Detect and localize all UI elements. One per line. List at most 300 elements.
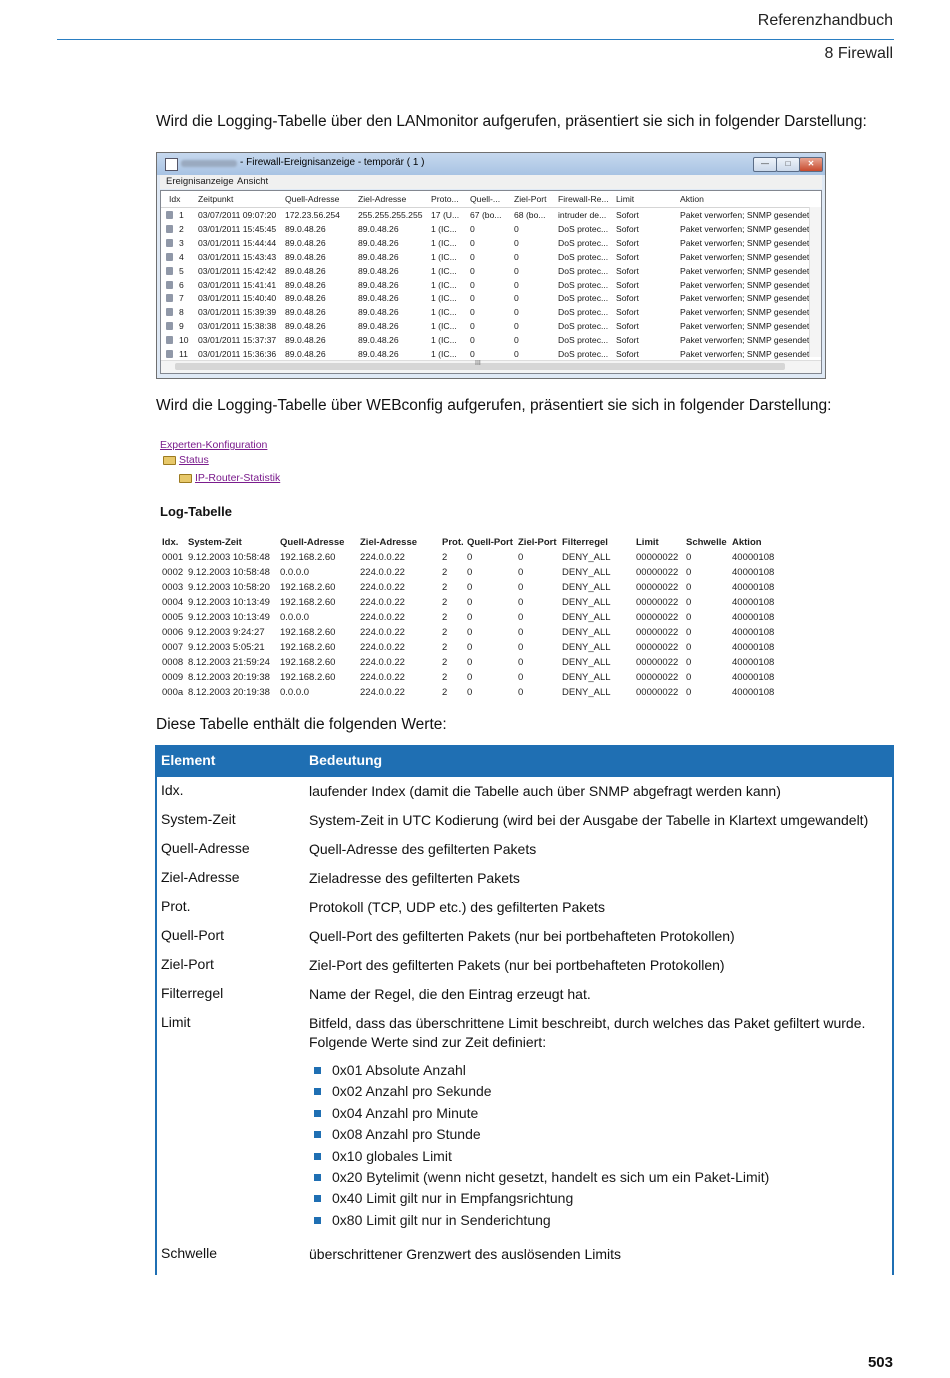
log-cell: 0 [518, 597, 524, 608]
event-row[interactable] [161, 319, 811, 333]
event-row[interactable] [161, 236, 811, 250]
column-header[interactable]: Proto... [431, 194, 459, 204]
log-cell: 00000022 [636, 627, 679, 638]
event-cell: DoS protec... [558, 265, 609, 276]
log-cell: 0002 [162, 567, 184, 578]
event-cell: Paket verworfen; SNMP gesendet [680, 237, 810, 248]
limit-bullet-text: 0x04 Anzahl pro Minute [332, 1104, 479, 1121]
folder-icon [163, 456, 176, 465]
col-element: Element [161, 752, 216, 768]
bullet-square-icon [314, 1088, 321, 1095]
log-cell: 40000108 [732, 657, 775, 668]
log-cell: 0 [686, 582, 692, 593]
column-header[interactable]: Idx [169, 194, 181, 204]
log-cell: 2 [442, 657, 448, 668]
event-cell: DoS protec... [558, 223, 609, 234]
trash-icon [166, 225, 173, 233]
event-cell: Paket verworfen; SNMP gesendet [680, 321, 810, 332]
log-cell: 192.168.2.60 [280, 582, 336, 593]
event-cell: 0 [470, 293, 475, 304]
log-cell: 8.12.2003 21:59:24 [188, 657, 270, 668]
log-cell: 40000108 [732, 582, 775, 593]
log-cell: 40000108 [732, 612, 775, 623]
trash-icon [166, 336, 173, 344]
event-cell: 89.0.48.26 [358, 293, 399, 304]
log-cell: 0009 [162, 672, 184, 683]
event-cell: Sofort [616, 335, 639, 346]
meaning-cell: Zieladresse des gefilterten Pakets [309, 870, 520, 886]
event-cell: 1 (IC... [431, 335, 457, 346]
log-cell: 9.12.2003 10:13:49 [188, 597, 270, 608]
log-cell: 9.12.2003 10:13:49 [188, 612, 270, 623]
event-row[interactable] [161, 347, 811, 361]
event-cell: 0 [514, 265, 519, 276]
event-cell: 89.0.48.26 [285, 279, 326, 290]
event-cell: Sofort [616, 307, 639, 318]
event-cell: 0 [470, 307, 475, 318]
menu-ereignisanzeige[interactable]: Ereignisanzeige [166, 176, 234, 187]
log-cell: 0 [686, 657, 692, 668]
log-cell: 224.0.0.22 [360, 582, 405, 593]
column-header[interactable]: Ziel-Port [514, 194, 547, 204]
horizontal-scroll-thumb[interactable] [175, 360, 785, 370]
bullet-square-icon [314, 1067, 321, 1074]
log-cell: 224.0.0.22 [360, 642, 405, 653]
log-cell: 2 [442, 582, 448, 593]
bullet-square-icon [314, 1110, 321, 1117]
log-cell: 9.12.2003 10:58:48 [188, 552, 270, 563]
log-cell: 00000022 [636, 597, 679, 608]
log-column-header: Ziel-Port [518, 537, 557, 548]
log-cell: 0 [518, 642, 524, 653]
meaning-cell: Protokoll (TCP, UDP etc.) des gefilterten Pakets [309, 899, 605, 915]
log-cell: 40000108 [732, 552, 775, 563]
window-app-icon [165, 158, 178, 171]
log-cell: 224.0.0.22 [360, 597, 405, 608]
vertical-scrollbar[interactable] [809, 207, 821, 357]
column-header[interactable]: Firewall-Re... [558, 194, 609, 204]
event-cell: 0 [470, 265, 475, 276]
log-cell: 224.0.0.22 [360, 687, 405, 698]
nav-ip-router-statistik[interactable]: IP-Router-Statistik [195, 472, 281, 484]
event-cell: Sofort [616, 210, 639, 220]
event-cell: 89.0.48.26 [285, 335, 326, 346]
meaning-cell: Bitfeld, dass das überschrittene Limit beschreibt, durch welches das Paket gefiltert wurde. Folgende Werte sind zur Zeit definiert: [309, 1015, 866, 1050]
limit-bullet-text: 0x08 Anzahl pro Stunde [332, 1126, 481, 1143]
bullet-square-icon [314, 1174, 321, 1181]
event-cell: Paket verworfen; SNMP gesendet [680, 335, 810, 346]
log-cell: 0 [686, 672, 692, 683]
log-cell: 8.12.2003 20:19:38 [188, 672, 270, 683]
event-row[interactable] [161, 250, 811, 264]
log-cell: 40000108 [732, 642, 775, 653]
log-cell: 2 [442, 552, 448, 563]
event-cell: 89.0.48.26 [358, 349, 399, 359]
event-cell: 255.255.255.255 [358, 210, 423, 220]
meaning-cell: System-Zeit in UTC Kodierung (wird bei der Ausgabe der Tabelle in Klartext umgewandelt) [309, 812, 869, 828]
log-cell: 00000022 [636, 612, 679, 623]
log-cell: 2 [442, 612, 448, 623]
close-button[interactable]: ✕ [799, 157, 823, 172]
event-cell: 7 [179, 293, 184, 304]
event-cell: Paket verworfen; SNMP gesendet [680, 210, 810, 220]
log-cell: 0 [518, 672, 524, 683]
event-cell: Paket verworfen; SNMP gesendet [680, 265, 810, 276]
log-cell: 0.0.0.0 [280, 567, 310, 578]
event-cell: 6 [179, 279, 184, 290]
log-cell: 192.168.2.60 [280, 672, 336, 683]
event-row[interactable] [161, 291, 811, 305]
event-list-header [161, 192, 811, 208]
trash-icon [166, 253, 173, 261]
event-cell: 1 (IC... [431, 265, 457, 276]
log-cell: 40000108 [732, 672, 775, 683]
running-header-chapter: 8 Firewall [824, 45, 893, 62]
event-cell: 0 [514, 335, 519, 346]
column-header[interactable]: Quell-... [470, 194, 501, 204]
event-cell: Paket verworfen; SNMP gesendet [680, 349, 810, 359]
log-cell: 0 [467, 672, 473, 683]
event-cell: 0 [514, 237, 519, 248]
event-cell: Sofort [616, 223, 639, 234]
page-number: 503 [867, 1354, 893, 1371]
log-cell: 0007 [162, 642, 184, 653]
nav-status[interactable]: Status [179, 454, 209, 466]
event-cell: DoS protec... [558, 293, 609, 304]
log-cell: 0.0.0.0 [280, 612, 310, 623]
event-cell: Sofort [616, 265, 639, 276]
log-cell: 224.0.0.22 [360, 567, 405, 578]
event-cell: 89.0.48.26 [285, 237, 326, 248]
event-cell: DoS protec... [558, 251, 609, 262]
element-cell: Quell-Adresse [161, 840, 250, 856]
log-cell: 00000022 [636, 672, 679, 683]
log-cell: DENY_ALL [562, 657, 611, 668]
menu-ansicht[interactable]: Ansicht [237, 176, 269, 187]
log-table-row [160, 642, 800, 657]
log-cell: 0 [518, 552, 524, 563]
log-cell: DENY_ALL [562, 687, 611, 698]
log-cell: 192.168.2.60 [280, 552, 336, 563]
event-cell: Sofort [616, 279, 639, 290]
event-cell: 89.0.48.26 [285, 321, 326, 332]
event-cell: 9 [179, 321, 184, 332]
blurred-device-name [181, 160, 237, 167]
log-table-row [160, 567, 800, 582]
bullet-square-icon [314, 1217, 321, 1224]
event-cell: 1 (IC... [431, 237, 457, 248]
event-cell: DoS protec... [558, 237, 609, 248]
event-cell: 03/01/2011 15:44:44 [198, 237, 277, 248]
limit-bullet-text: 0x01 Absolute Anzahl [332, 1062, 466, 1078]
column-header[interactable]: Limit [616, 194, 635, 204]
event-row[interactable] [161, 305, 811, 319]
event-row[interactable] [161, 222, 811, 236]
log-cell: 0 [686, 552, 692, 563]
intro-webconfig: Wird die Logging-Tabelle über WEBconfig aufgerufen, präsentiert sie sich in folgender Darstellung: [156, 397, 832, 414]
intro-lanmonitor: Wird die Logging-Tabelle über den LANmonitor aufgerufen, präsentiert sie sich in folgender Darstellung: [156, 113, 867, 130]
log-cell: 9.12.2003 9:24:27 [188, 627, 265, 638]
log-cell: 0 [467, 642, 473, 653]
trash-icon [166, 267, 173, 275]
event-cell: 1 (IC... [431, 349, 457, 359]
log-cell: 0 [686, 687, 692, 698]
trash-icon [166, 281, 173, 289]
log-cell: DENY_ALL [562, 552, 611, 563]
log-column-header: Ziel-Adresse [360, 537, 418, 548]
log-cell: 192.168.2.60 [280, 642, 336, 653]
log-cell: 00000022 [636, 567, 679, 578]
event-cell: 3 [179, 237, 184, 248]
log-cell: 0 [467, 687, 473, 698]
log-cell: 192.168.2.60 [280, 657, 336, 668]
event-cell: 0 [470, 349, 475, 359]
event-cell: 03/01/2011 15:43:43 [198, 251, 277, 262]
event-cell: 17 (U... [431, 210, 460, 220]
meaning-cell: Quell-Adresse des gefilterten Pakets [309, 841, 537, 857]
event-cell: 1 [179, 210, 184, 220]
log-table-row [160, 672, 800, 687]
log-cell: 224.0.0.22 [360, 672, 405, 683]
log-cell: DENY_ALL [562, 672, 611, 683]
log-column-header: System-Zeit [188, 537, 242, 548]
log-column-header: Filterregel [562, 537, 608, 548]
event-cell: 0 [470, 321, 475, 332]
event-cell: 89.0.48.26 [285, 349, 326, 359]
event-cell: 0 [514, 321, 519, 332]
event-cell: 89.0.48.26 [358, 251, 399, 262]
event-cell: Sofort [616, 251, 639, 262]
log-cell: DENY_ALL [562, 597, 611, 608]
log-cell: 40000108 [732, 687, 775, 698]
log-cell: DENY_ALL [562, 642, 611, 653]
log-cell: 224.0.0.22 [360, 552, 405, 563]
event-cell: 89.0.48.26 [358, 335, 399, 346]
event-cell: 03/01/2011 15:40:40 [198, 293, 277, 304]
log-column-header: Schwelle [686, 537, 727, 548]
event-cell: DoS protec... [558, 321, 609, 332]
log-table-row [160, 582, 800, 597]
table-intro: Diese Tabelle enthält die folgenden Werte: [156, 716, 447, 733]
log-cell: 0 [467, 657, 473, 668]
event-cell: 1 (IC... [431, 279, 457, 290]
element-cell: Ziel-Adresse [161, 869, 240, 885]
event-cell: 0 [470, 251, 475, 262]
log-cell: 0.0.0.0 [280, 687, 310, 698]
log-cell: 2 [442, 567, 448, 578]
event-list [160, 190, 822, 374]
event-cell: 0 [514, 349, 519, 359]
element-cell: System-Zeit [161, 811, 236, 827]
event-cell: 03/01/2011 15:39:39 [198, 307, 277, 318]
log-cell: DENY_ALL [562, 567, 611, 578]
running-header-title: Referenzhandbuch [757, 12, 893, 29]
trash-icon [166, 211, 173, 219]
horizontal-scrollbar[interactable] [161, 360, 821, 373]
trash-icon [166, 239, 173, 247]
log-column-header: Quell-Adresse [280, 537, 345, 548]
log-cell: 0 [686, 567, 692, 578]
window-menubar [160, 175, 822, 189]
log-cell: 9.12.2003 5:05:21 [188, 642, 265, 653]
log-cell: 0006 [162, 627, 184, 638]
limit-bullet-text: 0x20 Bytelimit (wenn nicht gesetzt, handelt es sich um ein Paket-Limit) [332, 1169, 770, 1185]
event-cell: DoS protec... [558, 307, 609, 318]
log-column-header: Limit [636, 537, 659, 548]
log-cell: DENY_ALL [562, 627, 611, 638]
event-cell: 89.0.48.26 [358, 279, 399, 290]
log-cell: 0 [518, 567, 524, 578]
meaning-cell: Name der Regel, die den Eintrag erzeugt hat. [309, 986, 591, 1002]
log-cell: DENY_ALL [562, 612, 611, 623]
event-cell: 10 [179, 335, 189, 346]
log-cell: 0 [467, 552, 473, 563]
column-header[interactable]: Aktion [680, 194, 704, 204]
event-cell: 0 [470, 335, 475, 346]
event-cell: 0 [514, 223, 519, 234]
limit-bullet-text: 0x40 Limit gilt nur in Empfangsrichtung [332, 1190, 574, 1207]
event-cell: DoS protec... [558, 279, 609, 290]
trash-icon [166, 350, 173, 358]
log-cell: 9.12.2003 10:58:48 [188, 567, 270, 578]
event-cell: 0 [470, 237, 475, 248]
event-cell: 03/01/2011 15:36:36 [198, 349, 277, 359]
maximize-button[interactable]: □ [776, 157, 800, 172]
event-row[interactable] [161, 278, 811, 292]
log-cell: 8.12.2003 20:19:38 [188, 687, 270, 698]
log-cell: 40000108 [732, 627, 775, 638]
header-rule [57, 39, 894, 40]
trash-icon [166, 308, 173, 316]
event-cell: 11 [179, 349, 188, 359]
event-cell: 89.0.48.26 [285, 293, 326, 304]
log-cell: 0004 [162, 597, 184, 608]
values-table [155, 745, 894, 1275]
log-cell: 0 [467, 567, 473, 578]
meaning-cell: Quell-Port des gefilterten Pakets (nur bei portbehafteten Protokollen) [309, 928, 735, 944]
event-cell: 89.0.48.26 [358, 307, 399, 318]
log-cell: 0 [686, 627, 692, 638]
trash-icon [166, 294, 173, 302]
log-cell: 0 [686, 597, 692, 608]
event-cell: 89.0.48.26 [285, 251, 326, 262]
log-cell: 0 [518, 687, 524, 698]
element-cell: Ziel-Port [161, 956, 214, 972]
log-cell: 0 [467, 612, 473, 623]
event-cell: 89.0.48.26 [358, 265, 399, 276]
event-cell: 0 [514, 307, 519, 318]
event-cell: 03/01/2011 15:45:45 [198, 223, 277, 234]
event-cell: 1 (IC... [431, 251, 457, 262]
log-cell: 0 [518, 582, 524, 593]
minimize-button[interactable]: — [753, 157, 777, 172]
event-cell: Paket verworfen; SNMP gesendet [680, 293, 810, 304]
bullet-square-icon [314, 1195, 321, 1202]
log-cell: 0003 [162, 582, 184, 593]
element-cell: Prot. [161, 898, 191, 914]
window-titlebar[interactable] [157, 153, 825, 175]
log-cell: 0 [467, 597, 473, 608]
log-cell: 00000022 [636, 582, 679, 593]
bullet-square-icon [314, 1131, 321, 1138]
log-table-row [160, 687, 800, 702]
event-cell: 1 (IC... [431, 223, 457, 234]
event-cell: intruder de... [558, 210, 607, 220]
event-row[interactable] [161, 208, 811, 222]
limit-bullet-text: 0x80 Limit gilt nur in Senderichtung [332, 1211, 551, 1228]
event-cell: Paket verworfen; SNMP gesendet [680, 307, 810, 318]
log-table-row [160, 657, 800, 672]
log-cell: 00000022 [636, 642, 679, 653]
event-cell: 1 (IC... [431, 321, 457, 332]
log-cell: 0008 [162, 657, 184, 668]
column-header[interactable]: Zeitpunkt [198, 194, 234, 204]
event-cell: 172.23.56.254 [285, 210, 340, 220]
event-cell: 03/01/2011 15:37:37 [198, 335, 277, 346]
event-cell: 03/01/2011 15:38:38 [198, 321, 277, 332]
values-table-header [157, 745, 892, 777]
log-cell: 40000108 [732, 567, 775, 578]
event-cell: 89.0.48.26 [285, 223, 326, 234]
event-cell: 03/07/2011 09:07:20 [198, 210, 277, 220]
log-cell: 2 [442, 672, 448, 683]
log-cell: 0 [686, 612, 692, 623]
bullet-square-icon [314, 1153, 321, 1160]
log-cell: 2 [442, 597, 448, 608]
event-cell: 89.0.48.26 [285, 307, 326, 318]
event-cell: 4 [179, 251, 184, 262]
log-cell: 0 [518, 612, 524, 623]
log-cell: 00000022 [636, 552, 679, 563]
nav-experten-konfiguration[interactable]: Experten-Konfiguration [160, 439, 268, 451]
log-cell: 2 [442, 642, 448, 653]
trash-icon [166, 322, 173, 330]
event-cell: Sofort [616, 237, 639, 248]
lanmonitor-window [156, 152, 826, 379]
log-cell: 2 [442, 687, 448, 698]
log-cell: 0001 [162, 552, 184, 563]
event-cell: 03/01/2011 15:41:41 [198, 279, 277, 290]
scroll-grip: III [475, 360, 481, 367]
element-cell: Idx. [161, 782, 184, 798]
window-title: - Firewall-Ereignisanzeige - temporär ( 1 ) [240, 157, 425, 168]
event-row[interactable] [161, 264, 811, 278]
column-header[interactable]: Quell-Adresse [285, 194, 340, 204]
log-cell: 224.0.0.22 [360, 612, 405, 623]
log-table-row [160, 627, 800, 642]
event-cell: 0 [514, 293, 519, 304]
log-cell: 192.168.2.60 [280, 597, 336, 608]
log-cell: 0 [518, 627, 524, 638]
log-cell: 224.0.0.22 [360, 657, 405, 668]
event-cell: 0 [470, 279, 475, 290]
col-bedeutung: Bedeutung [309, 752, 383, 768]
event-cell: 0 [514, 251, 519, 262]
event-row[interactable] [161, 333, 811, 347]
element-cell: Quell-Port [161, 927, 225, 943]
meaning-cell: laufender Index (damit die Tabelle auch über SNMP abgefragt werden kann) [309, 783, 781, 799]
log-column-header: Aktion [732, 537, 762, 548]
column-header[interactable]: Ziel-Adresse [358, 194, 407, 204]
log-cell: DENY_ALL [562, 582, 611, 593]
event-cell: 89.0.48.26 [285, 265, 326, 276]
event-cell: 8 [179, 307, 184, 318]
event-cell: Sofort [616, 293, 639, 304]
event-cell: Sofort [616, 349, 639, 359]
event-cell: 68 (bo... [514, 210, 546, 220]
meaning-cell: Ziel-Port des gefilterten Pakets (nur bei portbehafteten Protokollen) [309, 957, 725, 973]
event-cell: Paket verworfen; SNMP gesendet [680, 251, 810, 262]
